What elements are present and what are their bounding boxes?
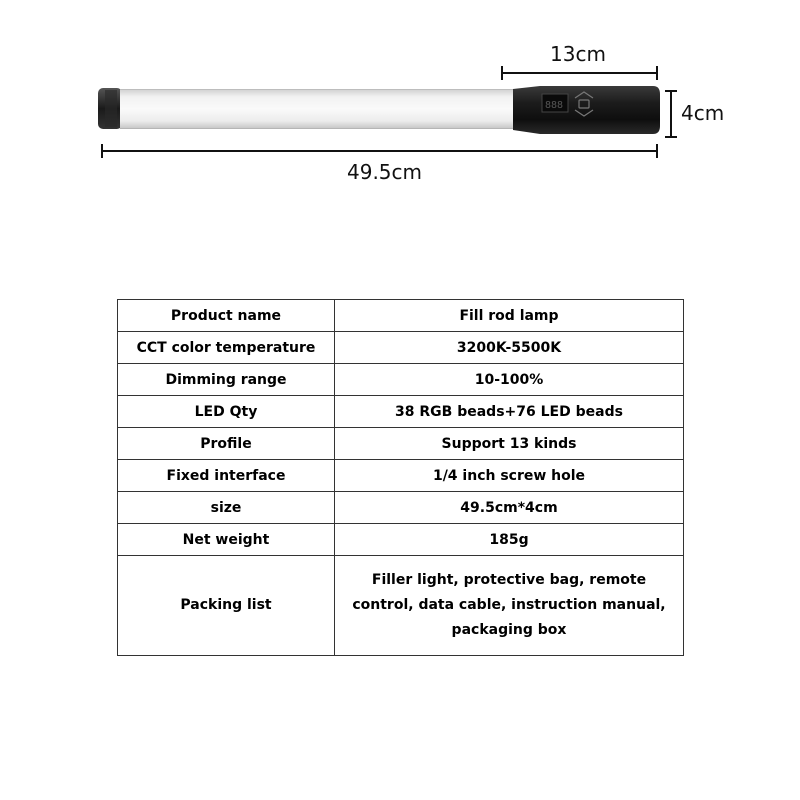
spec-value: Fill rod lamp bbox=[335, 300, 684, 332]
spec-value: 38 RGB beads+76 LED beads bbox=[335, 396, 684, 428]
spec-value-line: packaging box bbox=[451, 622, 567, 638]
spec-label: Fixed interface bbox=[118, 460, 335, 492]
spec-label: Profile bbox=[118, 428, 335, 460]
spec-row bbox=[118, 460, 684, 492]
spec-row bbox=[118, 300, 684, 332]
spec-value: 3200K-5500K bbox=[335, 332, 684, 364]
light-tube bbox=[120, 89, 520, 129]
spec-row bbox=[118, 332, 684, 364]
spec-table bbox=[117, 299, 684, 656]
spec-row bbox=[118, 364, 684, 396]
spec-row bbox=[118, 524, 684, 556]
head-length-label: 13cm bbox=[550, 42, 606, 66]
spec-label: Net weight bbox=[118, 524, 335, 556]
spec-value bbox=[335, 556, 684, 656]
spec-label: CCT color temperature bbox=[118, 332, 335, 364]
display-readout: 888 bbox=[545, 100, 564, 111]
spec-value: 10-100% bbox=[335, 364, 684, 396]
spec-label: LED Qty bbox=[118, 396, 335, 428]
spec-value: 1/4 inch screw hole bbox=[335, 460, 684, 492]
spec-label: Packing list bbox=[118, 556, 335, 656]
spec-value-line: Filler light, protective bag, remote bbox=[371, 572, 647, 588]
spec-row bbox=[118, 556, 684, 656]
spec-label: Product name bbox=[118, 300, 335, 332]
spec-value: 49.5cm*4cm bbox=[335, 492, 684, 524]
spec-value-line: control, data cable, instruction manual, bbox=[352, 597, 666, 613]
spec-row bbox=[118, 492, 684, 524]
spec-label: Dimming range bbox=[118, 364, 335, 396]
fill-rod-lamp-image bbox=[95, 80, 665, 145]
spec-label: size bbox=[118, 492, 335, 524]
total-length-label: 49.5cm bbox=[347, 160, 423, 184]
spec-value: Support 13 kinds bbox=[335, 428, 684, 460]
diameter-label: 4cm bbox=[681, 101, 725, 125]
spec-row bbox=[118, 428, 684, 460]
spec-row bbox=[118, 396, 684, 428]
spec-value: 185g bbox=[335, 524, 684, 556]
